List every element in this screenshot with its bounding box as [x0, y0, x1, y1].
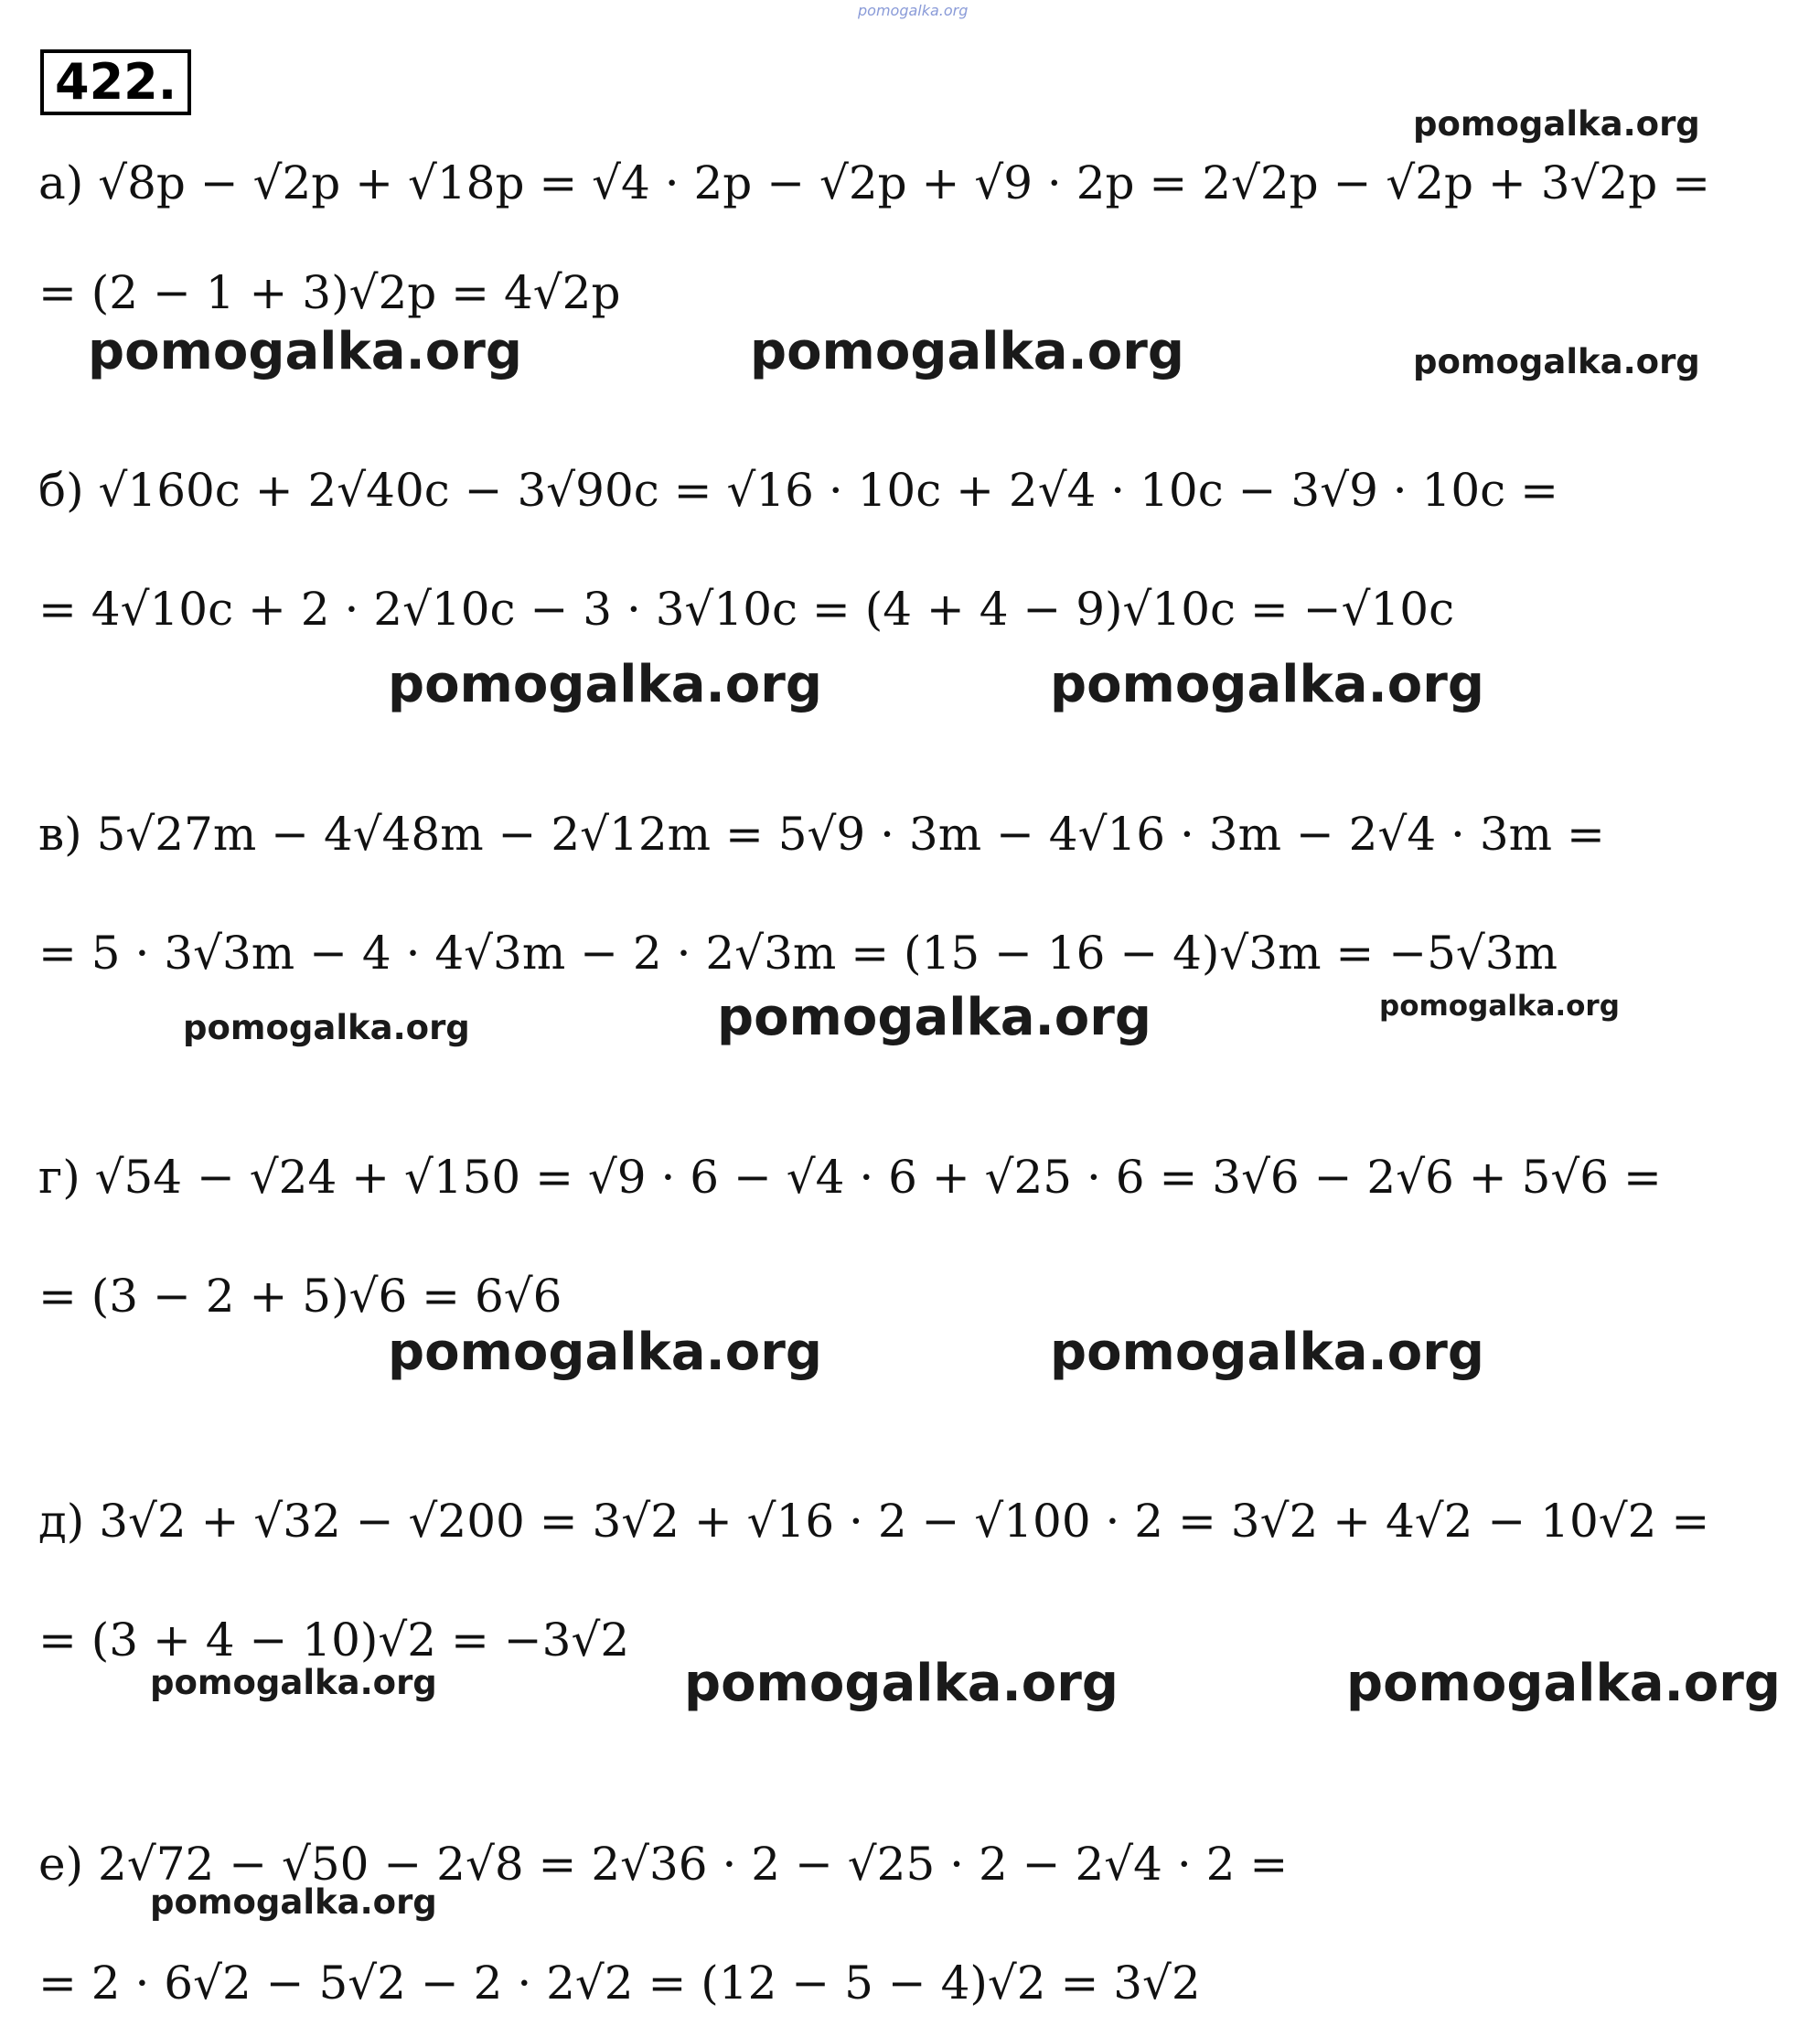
problem-number: 422.	[40, 49, 191, 115]
watermark: pomogalka.org	[1050, 1323, 1484, 1382]
item-d-line-1	[38, 1494, 1709, 1549]
watermark: pomogalka.org	[150, 1882, 437, 1922]
equation: √160c + 2√40c − 3√90c = √16 · 10c + 2√4 · 10c − 3√9 · 10c =	[98, 464, 1558, 517]
equation: √54 − √24 + √150 = √9 · 6 − √4 · 6 + √25 · 6 = 3√6 − 2√6 + 5√6 =	[94, 1151, 1662, 1204]
item-g-line-1	[38, 1150, 1662, 1205]
item-label: е)	[38, 1838, 84, 1891]
item-b-line-2	[38, 582, 1454, 637]
item-label: г)	[38, 1151, 80, 1204]
equation: = (3 + 4 − 10)√2 = −3√2	[38, 1613, 630, 1667]
item-g-line-2	[38, 1269, 562, 1324]
watermark: pomogalka.org	[1413, 342, 1700, 381]
watermark: pomogalka.org	[1346, 1654, 1781, 1713]
item-d-line-2	[38, 1613, 629, 1667]
top-watermark: pomogalka.org	[858, 2, 969, 19]
item-a-line-2	[38, 265, 620, 320]
watermark: pomogalka.org	[1413, 104, 1700, 144]
item-label: а)	[38, 156, 84, 209]
item-label: в)	[38, 808, 82, 861]
watermark: pomogalka.org	[1050, 655, 1484, 714]
equation: √8p − √2p + √18p = √4 · 2p − √2p + √9 · 2p = 2√2p − √2p + 3√2p =	[98, 156, 1711, 209]
equation: = 2 · 6√2 − 5√2 − 2 · 2√2 = (12 − 5 − 4)√2 = 3√2	[38, 1956, 1201, 2010]
watermark: pomogalka.org	[1379, 990, 1620, 1023]
item-v-line-2	[38, 926, 1558, 981]
item-v-line-1	[38, 807, 1605, 862]
watermark: pomogalka.org	[183, 1008, 470, 1047]
equation: = (3 − 2 + 5)√6 = 6√6	[38, 1270, 562, 1323]
item-e-line-2	[38, 1956, 1201, 2010]
item-label: б)	[38, 464, 84, 517]
watermark: pomogalka.org	[684, 1654, 1119, 1713]
watermark: pomogalka.org	[388, 1323, 822, 1382]
item-b-line-1	[38, 463, 1558, 518]
watermark: pomogalka.org	[750, 322, 1184, 381]
equation: = (2 − 1 + 3)√2p = 4√2p	[38, 266, 621, 319]
equation: = 4√10c + 2 · 2√10c − 3 · 3√10c = (4 + 4 − 9)√10c = −√10c	[38, 583, 1455, 636]
watermark: pomogalka.org	[88, 322, 522, 381]
equation: = 5 · 3√3m − 4 · 4√3m − 2 · 2√3m = (15 − 16 − 4)√3m = −5√3m	[38, 927, 1558, 980]
watermark: pomogalka.org	[150, 1663, 437, 1702]
watermark: pomogalka.org	[717, 988, 1151, 1047]
equation: 2√72 − √50 − 2√8 = 2√36 · 2 − √25 · 2 − 2√4 · 2 =	[98, 1838, 1289, 1891]
equation: 5√27m − 4√48m − 2√12m = 5√9 · 3m − 4√16 · 3m − 2√4 · 3m =	[96, 808, 1605, 861]
item-label: д)	[38, 1495, 85, 1548]
watermark: pomogalka.org	[388, 655, 822, 714]
item-a-line-1	[38, 155, 1710, 210]
equation: 3√2 + √32 − √200 = 3√2 + √16 · 2 − √100 · 2 = 3√2 + 4√2 − 10√2 =	[99, 1495, 1710, 1548]
